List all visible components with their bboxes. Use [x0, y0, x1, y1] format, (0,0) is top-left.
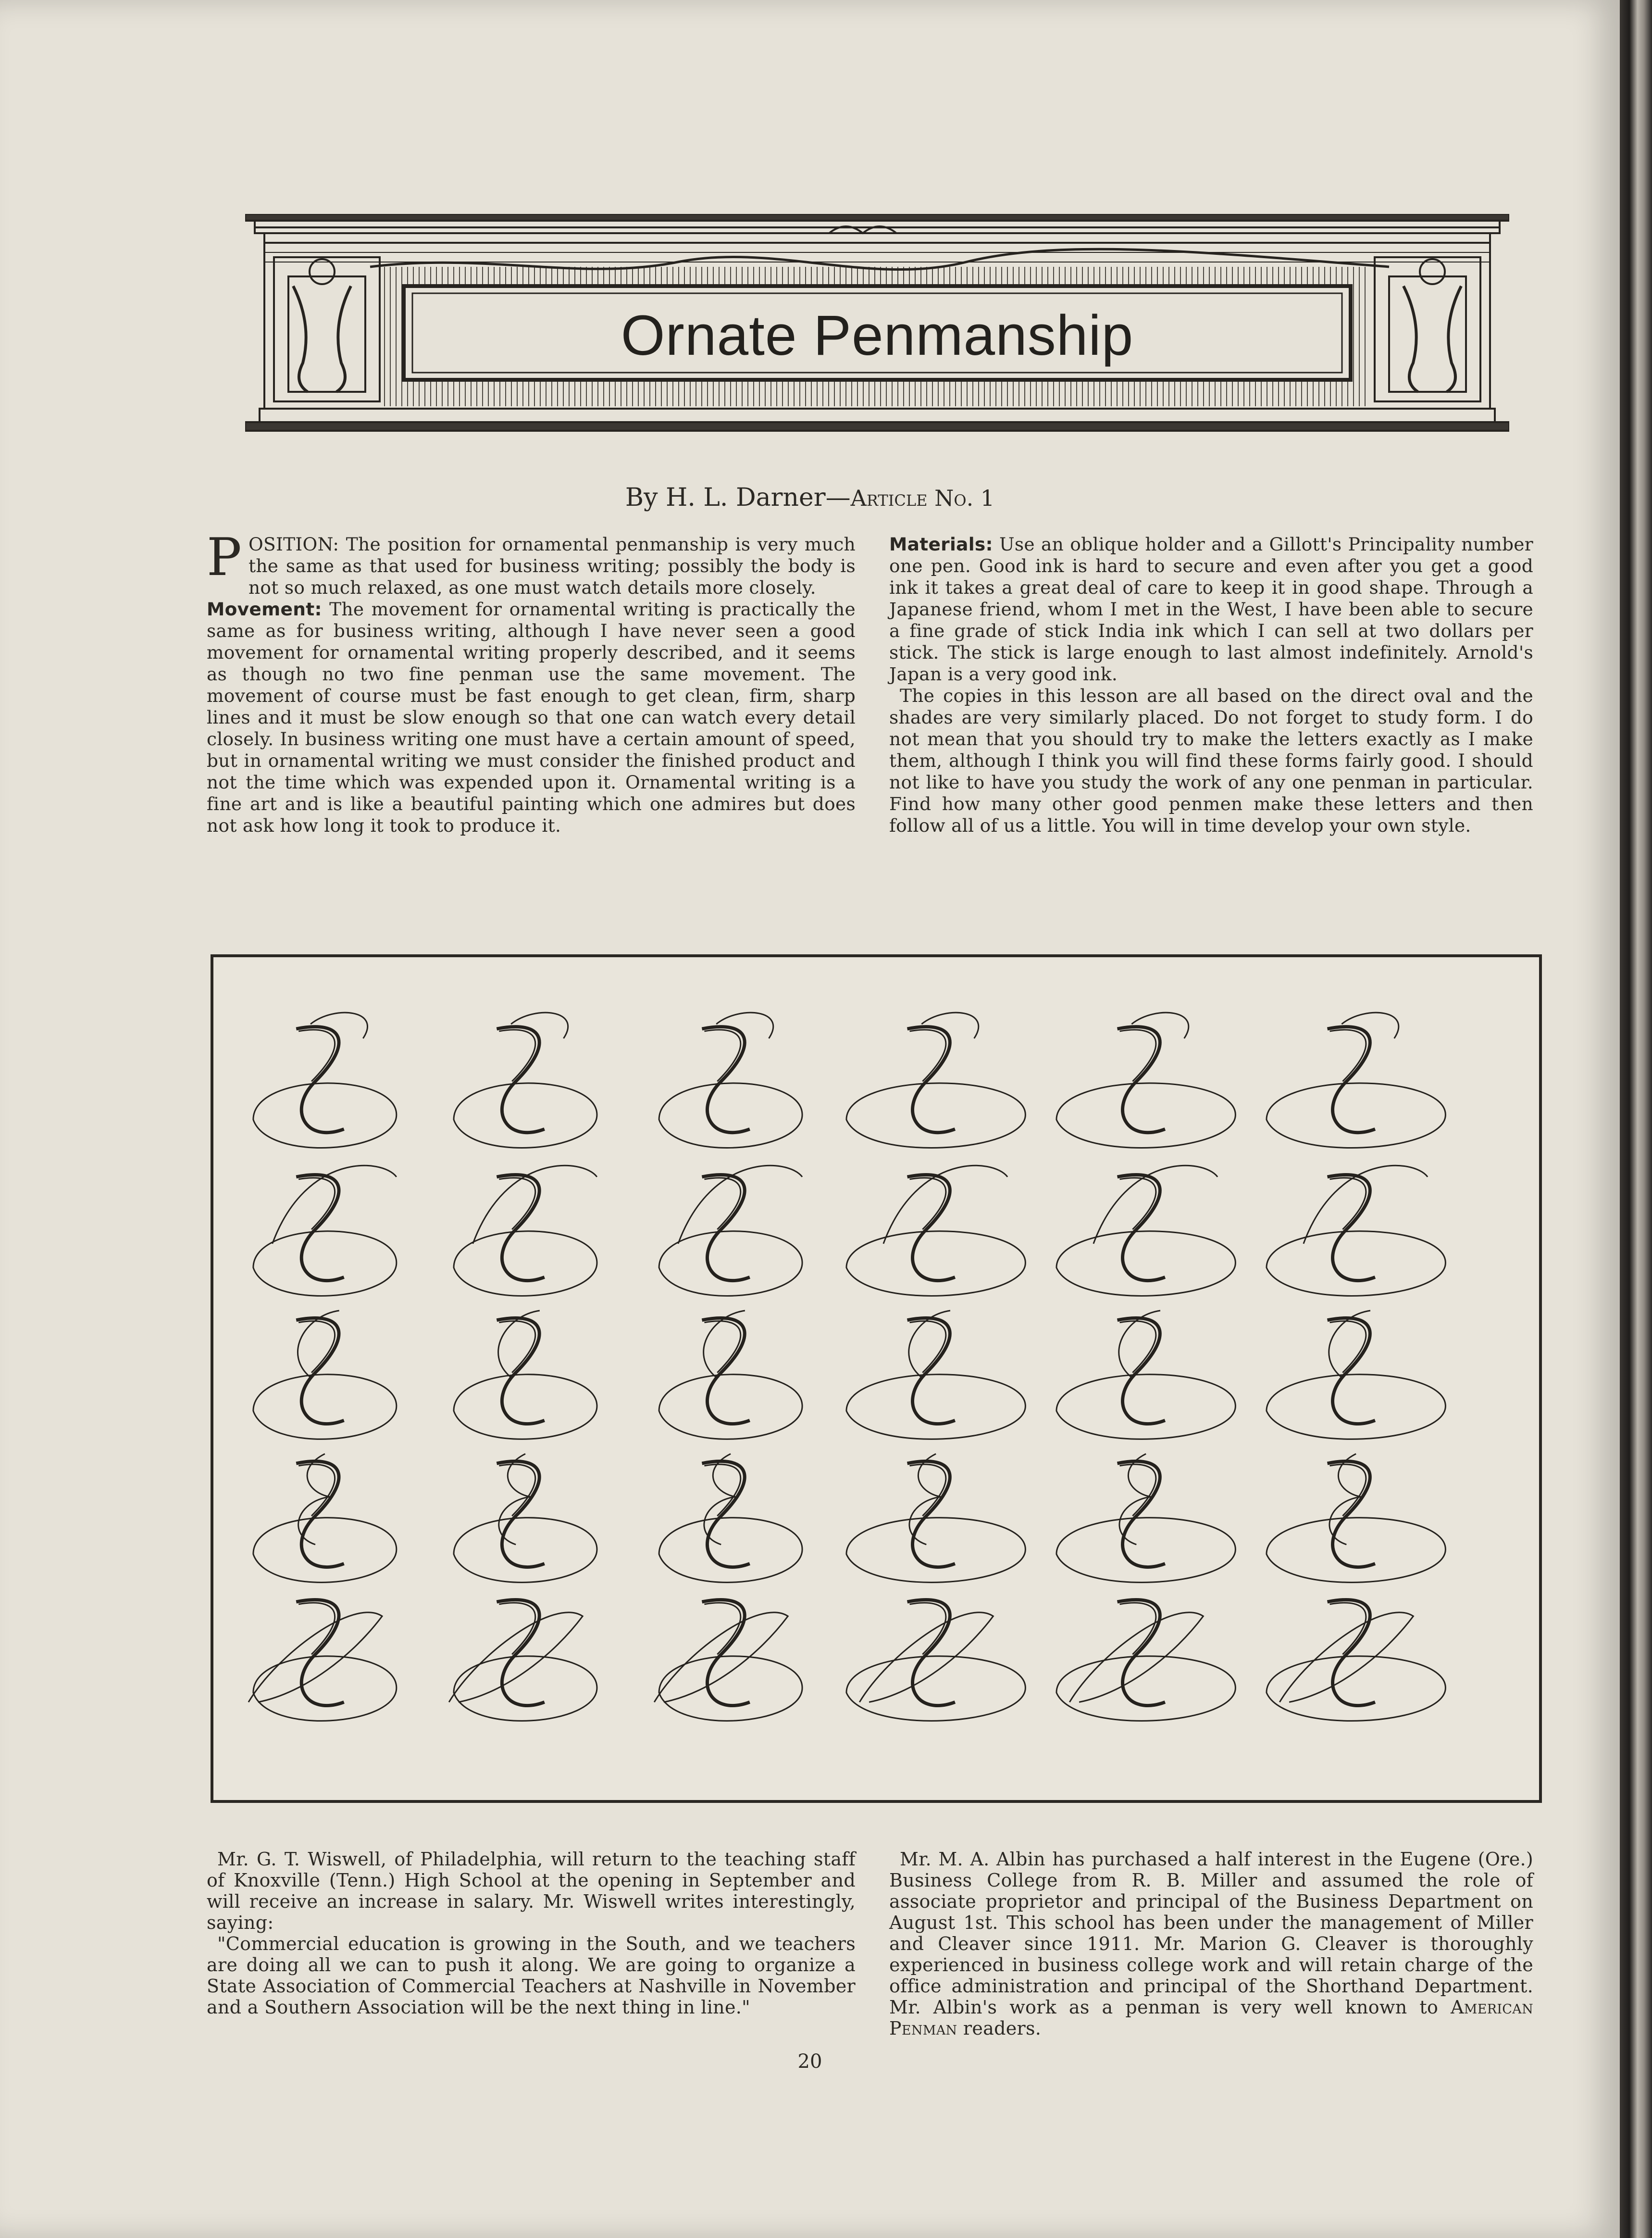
- letter-specimen-a: [1056, 1165, 1235, 1296]
- pen-stroke: [704, 1321, 740, 1373]
- letter-specimen-o: [454, 1013, 597, 1148]
- pen-stroke: [253, 1656, 397, 1721]
- letter-specimen-a: [454, 1165, 597, 1296]
- letter-specimen-o: [253, 1013, 397, 1148]
- wiswell-quote: "Commercial education is growing in the South, and we teachers are doing all we can to push it along. We are going to organize a State Association of Commercial Teachers at Nashville in November and a Southern Association will be the next thing in line.": [207, 1933, 856, 2018]
- pen-stroke: [1267, 1231, 1445, 1296]
- letter-specimen-c: [1267, 1311, 1445, 1439]
- pen-stroke: [907, 1600, 955, 1705]
- byline-article-number: Article No. 1: [850, 485, 995, 511]
- letter-specimen-c: [454, 1311, 597, 1439]
- pen-stroke: [907, 1175, 955, 1280]
- paragraph-wiswell-quote: [207, 1933, 856, 2018]
- pen-stroke: [454, 1083, 597, 1148]
- pen-stroke: [1056, 1518, 1235, 1583]
- pen-stroke: [846, 1375, 1025, 1439]
- pen-stroke: [497, 1600, 544, 1705]
- pen-stroke: [296, 1175, 344, 1280]
- pen-stroke: [1118, 1600, 1165, 1705]
- letter-specimen-e: [253, 1454, 397, 1582]
- pen-stroke: [1330, 1321, 1366, 1373]
- pen-stroke: [1120, 1321, 1156, 1373]
- pen-stroke: [298, 1464, 335, 1516]
- letter-specimen-o: [659, 1013, 802, 1148]
- pen-stroke: [1118, 1461, 1165, 1567]
- pen-stroke: [907, 1027, 955, 1133]
- penmanship-plate: [211, 954, 1542, 1803]
- pen-stroke: [704, 1178, 740, 1229]
- pen-stroke: [702, 1175, 749, 1280]
- letter-specimen-d: [654, 1600, 802, 1721]
- letter-specimen-o: [1056, 1013, 1235, 1148]
- pen-stroke: [1118, 1027, 1165, 1133]
- pen-stroke: [907, 1461, 955, 1567]
- position-text: The position for ornamental penmanship is very much the same as that used for business writing; possibly the body is not so much relaxed, as one must watch details more closely.: [248, 534, 856, 598]
- paragraph-albin: [889, 1849, 1533, 2039]
- pen-stroke: [1056, 1375, 1235, 1439]
- pen-stroke: [1069, 1613, 1203, 1702]
- pen-stroke: [454, 1375, 597, 1439]
- pen-stroke: [910, 1321, 946, 1373]
- letter-specimen-d: [248, 1600, 397, 1721]
- pen-stroke: [1267, 1656, 1445, 1721]
- letter-specimen-o: [1267, 1013, 1445, 1148]
- pen-stroke: [296, 1027, 344, 1133]
- page-number: 20: [797, 2050, 822, 2073]
- letter-specimen-e: [454, 1454, 597, 1582]
- pen-stroke: [910, 1464, 946, 1516]
- letter-specimen-o: [846, 1013, 1025, 1148]
- pen-stroke: [1328, 1600, 1375, 1705]
- pen-stroke: [1267, 1518, 1445, 1583]
- pen-stroke: [1330, 1464, 1366, 1516]
- pen-stroke: [846, 1231, 1025, 1296]
- pen-stroke: [910, 1030, 946, 1081]
- pen-stroke: [1267, 1375, 1445, 1439]
- capital-letter-specimens: [213, 957, 1539, 1800]
- pen-stroke: [1056, 1656, 1235, 1721]
- pen-stroke: [253, 1083, 397, 1148]
- pen-stroke: [1120, 1464, 1156, 1516]
- article-title: Ornate Penmanship: [621, 304, 1134, 367]
- pen-stroke: [253, 1518, 397, 1583]
- paragraph-materials: [889, 534, 1533, 685]
- paragraph-position: [207, 527, 856, 599]
- pen-stroke: [497, 1027, 544, 1133]
- byline: [0, 483, 1620, 512]
- letter-specimen-d: [846, 1600, 1025, 1721]
- pen-stroke: [298, 1603, 335, 1654]
- letter-specimen-a: [659, 1165, 802, 1296]
- pen-stroke: [1330, 1603, 1366, 1654]
- pen-stroke: [702, 1600, 749, 1705]
- pen-stroke: [454, 1231, 597, 1296]
- letter-specimen-a: [253, 1165, 397, 1296]
- column-albin-news: [889, 1849, 1533, 2039]
- pen-stroke: [1056, 1231, 1235, 1296]
- title-banner: [245, 214, 1509, 445]
- pen-stroke: [499, 1321, 535, 1373]
- pen-stroke: [1328, 1027, 1375, 1133]
- magazine-name: American Penman: [889, 1997, 1533, 2039]
- copies-text: The copies in this lesson are all based on the direct oval and the shades are very similarly placed. Do not forget to study form. I do not mean that you should try to make the letters exactly as I make them, although I think you will find these forms fairly good. I should not like to have you study the work of any one penman in particular. Find how many other good penmen make these letters and then follow all of us a little. You will in time develop your own style.: [889, 685, 1533, 836]
- pen-stroke: [659, 1656, 802, 1721]
- pen-stroke: [296, 1600, 344, 1705]
- pen-stroke: [702, 1461, 749, 1567]
- pen-stroke: [1118, 1175, 1165, 1280]
- pen-stroke: [296, 1461, 344, 1567]
- pen-stroke: [659, 1231, 802, 1296]
- pen-stroke: [1267, 1083, 1445, 1148]
- pen-stroke: [499, 1603, 535, 1654]
- letter-specimen-e: [1056, 1454, 1235, 1582]
- letter-specimen-a: [1267, 1165, 1445, 1296]
- pen-stroke: [298, 1321, 335, 1373]
- letter-specimen-c: [659, 1311, 802, 1439]
- pen-stroke: [910, 1178, 946, 1229]
- byline-author: By H. L. Darner: [625, 483, 826, 512]
- pen-stroke: [454, 1518, 597, 1583]
- letter-specimen-e: [1267, 1454, 1445, 1582]
- pen-stroke: [846, 1656, 1025, 1721]
- book-edge: [1620, 0, 1652, 2238]
- drop-cap: P: [207, 527, 242, 588]
- pen-stroke: [1328, 1461, 1375, 1567]
- pen-stroke: [910, 1603, 946, 1654]
- letter-specimen-e: [846, 1454, 1025, 1582]
- pen-stroke: [1120, 1603, 1156, 1654]
- albin-text: Mr. M. A. Albin has purchased a half interest in the Eugene (Ore.) Business College from R. B. Miller and assumed the role of associate proprietor and principal of the Business Department on August 1st. This school has been under the management of Miller and Cleaver since 1911. Mr. Marion G. Cleaver is thoroughly experienced in business college work and will retain charge of the office administration and principal of the Shorthand Department. Mr. Albin's work as a penman is very well known to: [889, 1849, 1533, 2018]
- paragraph-movement: [207, 599, 856, 837]
- wiswell-text: Mr. G. T. Wiswell, of Philadelphia, will return to the teaching staff of Knoxville (Tenn.) High School at the opening in September and will receive an increase in salary. Mr. Wiswell writes interestingly, saying:: [207, 1849, 856, 1933]
- pen-stroke: [846, 1518, 1025, 1583]
- pen-stroke: [1330, 1178, 1366, 1229]
- pen-stroke: [1120, 1178, 1156, 1229]
- position-lead: OSITION:: [248, 534, 339, 555]
- pen-stroke: [454, 1656, 597, 1721]
- pen-stroke: [497, 1175, 544, 1280]
- letter-specimen-c: [846, 1311, 1025, 1439]
- pen-stroke: [1120, 1030, 1156, 1081]
- pen-stroke: [859, 1613, 993, 1702]
- column-position-movement: [207, 527, 856, 837]
- pen-stroke: [659, 1083, 802, 1148]
- pen-stroke: [497, 1461, 544, 1567]
- pen-stroke: [1279, 1613, 1413, 1702]
- albin-text-end: readers.: [957, 2018, 1042, 2039]
- movement-heading: Movement:: [207, 599, 322, 620]
- byline-separator: —: [825, 483, 851, 512]
- materials-text: Use an oblique holder and a Gillott's Principality number one pen. Good ink is hard to secure and even after you get a good ink it takes a great deal of care to keep it in good shape. Through a Japanese friend, whom I met in the West, I have been able to secure a fine grade of stick India ink which I can sell at two dollars per stick. The stick is large enough to last almost indefinitely. Arnold's Japan is a very good ink.: [889, 534, 1533, 685]
- pen-stroke: [298, 1030, 335, 1081]
- pen-stroke: [499, 1178, 535, 1229]
- paragraph-wiswell: [207, 1849, 856, 1933]
- letter-specimen-d: [449, 1600, 597, 1721]
- paragraph-copies: [889, 685, 1533, 837]
- pen-stroke: [1330, 1030, 1366, 1081]
- pen-stroke: [659, 1375, 802, 1439]
- pen-stroke: [499, 1464, 535, 1516]
- pen-stroke: [704, 1464, 740, 1516]
- pen-stroke: [704, 1603, 740, 1654]
- pen-stroke: [253, 1375, 397, 1439]
- letter-specimen-c: [253, 1311, 397, 1439]
- letter-specimen-d: [1267, 1600, 1445, 1721]
- movement-text: The movement for ornamental writing is practically the same as for business writing, although I have never seen a good movement for ornamental writing properly described, and it seems as though no two fine penman use the same movement. The movement of course must be fast enough to get clean, firm, sharp lines and it must be slow enough so that one can watch every detail closely. In business writing one must have a certain amount of speed, but in ornamental writing we must consider the finished product and not the time which was expended upon it. Ornamental writing is a fine art and is like a beautiful painting which one admires but does not ask how long it took to produce it.: [207, 599, 856, 836]
- letter-specimen-d: [1056, 1600, 1235, 1721]
- pen-stroke: [704, 1030, 740, 1081]
- pen-stroke: [1328, 1175, 1375, 1280]
- pen-stroke: [1056, 1083, 1235, 1148]
- letter-specimen-a: [846, 1165, 1025, 1296]
- letter-specimen-e: [659, 1454, 802, 1582]
- column-materials: [889, 534, 1533, 837]
- materials-heading: Materials:: [889, 534, 993, 555]
- letter-specimen-c: [1056, 1311, 1235, 1439]
- pen-stroke: [846, 1083, 1025, 1148]
- pen-stroke: [702, 1027, 749, 1133]
- pen-stroke: [253, 1231, 397, 1296]
- column-wiswell-news: [207, 1849, 856, 2018]
- pen-stroke: [298, 1178, 335, 1229]
- pen-stroke: [659, 1518, 802, 1583]
- pen-stroke: [499, 1030, 535, 1081]
